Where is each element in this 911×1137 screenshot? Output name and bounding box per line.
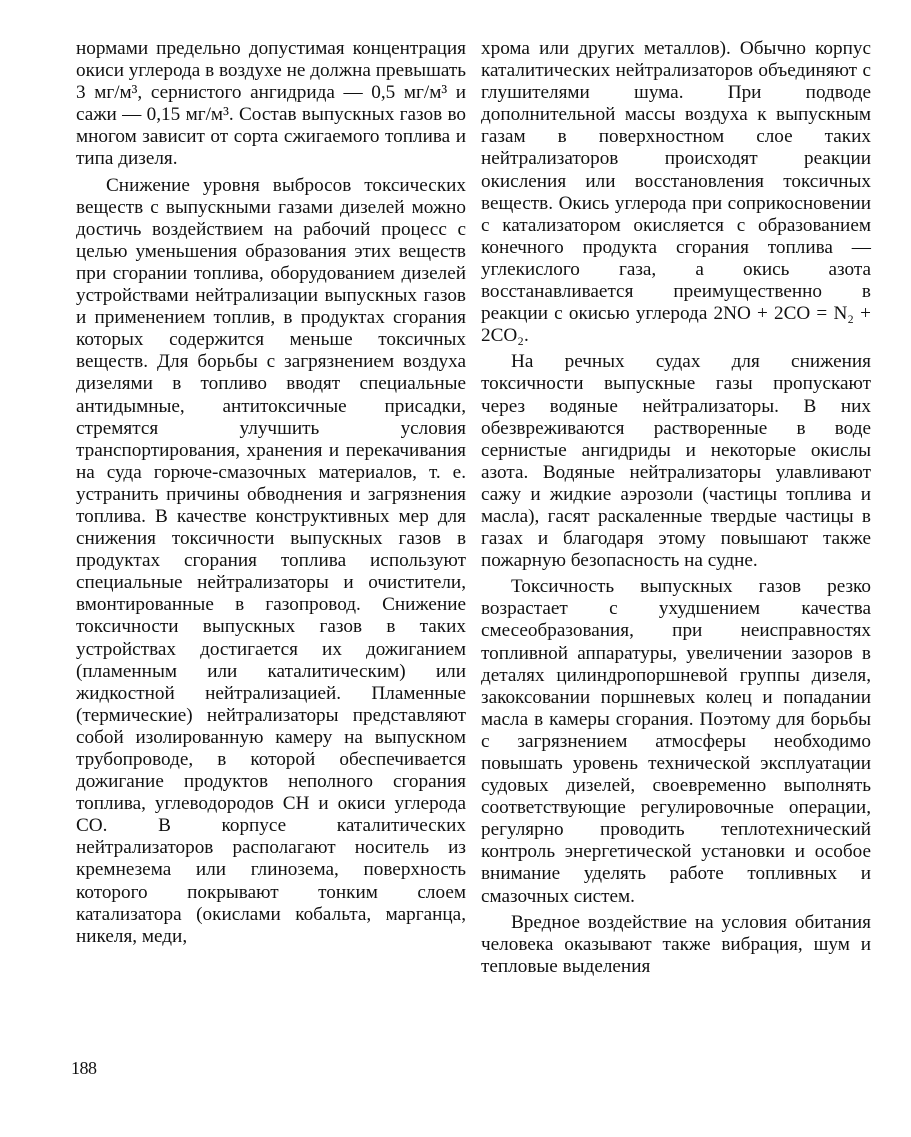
page-number: 188 (71, 1058, 97, 1078)
paragraph: Токсичность выпускных газов резко возрастает с ухудшением качества смесеобразования, при неисправностях топливной аппаратуры, увеличении зазоров в деталях цилиндропоршневой группы дизеля, закоксовании поршневых колец и попадании масла в камеры сгорания. Поэтому для борьбы с загрязнением атмосферы необходимо повышать уровень технической эксплуатации судовых дизелей, своевременно выполнять соответствующие регулировочные операции, регулярно проводить теплотехнический контроль энергетической установки и особое внимание уделять работе топливных и смазочных систем. (481, 576, 871, 907)
paragraph: нормами предельно допустимая концентрация окиси углерода в воздухе не должна превышать 3 мг/м³, сернистого ангидрида — 0,5 мг/м³ и сажи — 0,15 мг/м³. Состав выпускных газов во многом зависит от сорта сжигаемого топлива и типа дизеля. (76, 38, 466, 170)
paragraph: Вредное воздействие на условия обитания человека оказывают также вибрация, шум и тепловые выделения (481, 911, 871, 977)
right-column (481, 38, 871, 978)
paragraph: На речных судах для снижения токсичности выпускные газы пропускают через водяные нейтрализаторы. В них обезвреживаются растворенные в воде сернистые ангидриды и некоторые окислы азота. Водяные нейтрализаторы улавливают сажу и жидкие аэрозоли (частицы топлива и масла), гасят раскаленные твердые частицы в газах и благодаря этому повышают также пожарную безопасность на судне. (481, 351, 871, 572)
left-column (76, 38, 466, 948)
paragraph: хрома или других металлов). Обычно корпус каталитических нейтрализаторов объединяют с глушителями шума. При подводе дополнительной массы воздуха к выпускным газам в поверхностном слое таких нейтрализаторов происходят реакции окисления или восстановления токсичных веществ. Окись углерода при соприкосновении с катализатором окисляется с образованием конечного продукта сгорания топлива — углекислого газа, а окись азота восстанавливается преимущественно в реакции с окисью углерода 2NO + 2CO = N₂ + 2CO₂. (481, 38, 871, 347)
paragraph: Снижение уровня выбросов токсических веществ с выпускными газами дизелей можно достичь воздействием на рабочий процесс с целью уменьшения образования этих веществ при сгорании топлива, оборудованием дизелей устройствами нейтрализации выпускных газов и применением топлив, в продуктах сгорания которых содержится меньше токсичных веществ. Для борьбы с загрязнением воздуха дизелями в топливо вводят специальные антидымные, антитоксичные присадки, стремятся улучшить условия транспортирования, хранения и перекачивания на суда горюче-смазочных материалов, т. е. устранить причины обводнения и загрязнения топлива. В качестве конструктивных мер для снижения токсичности выпускных газов в продуктах сгорания топлива используют специальные нейтрализаторы и очистители, вмонтированные в газопровод. Снижение токсичности выпускных газов в таких устройствах достигается их дожиганием (пламенным или каталитическим) или жидкостной нейтрализацией. Пламенные (термические) нейтрализаторы представляют собой изолированную камеру на выпускном трубопроводе, в которой обеспечивается дожигание продуктов неполного сгорания топлива, углеводородов CH и окиси углерода CO. В корпусе каталитических нейтрализаторов располагают носитель из кремнезема или глинозема, поверхность которого покрывают тонким слоем катализатора (окислами кобальта, марганца, никеля, меди, (76, 174, 466, 947)
